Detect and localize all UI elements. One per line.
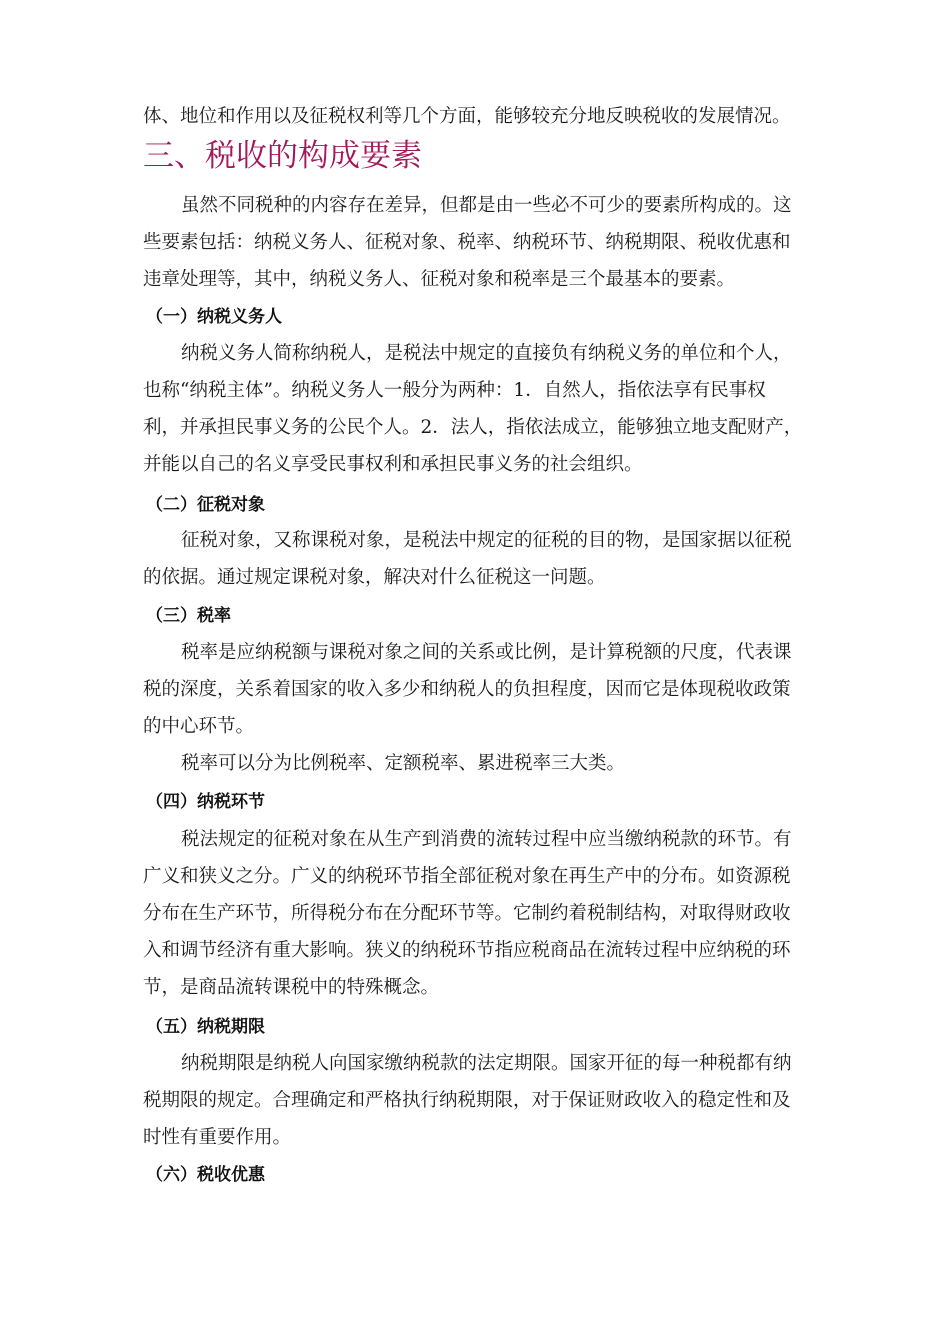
paragraph-line: 入和调节经济有重大影响。狭义的纳税环节指应税商品在流转过程中应纳税的环 (143, 940, 791, 961)
section-heading: 三、税收的构成要素 (143, 138, 422, 174)
paragraph-line: 纳税期限是纳税人向国家缴纳税款的法定期限。国家开征的每一种税都有纳 (181, 1053, 792, 1074)
paragraph-line: 的依据。通过规定课税对象，解决对什么征税这一问题。 (143, 567, 606, 588)
paragraph-line: 税期限的规定。合理确定和严格执行纳税期限，对于保证财政收入的稳定性和及 (143, 1090, 791, 1111)
paragraph-line: 税率是应纳税额与课税对象之间的关系或比例，是计算税额的尺度，代表课 (181, 642, 792, 663)
paragraph-line: 税率可以分为比例税率、定额税率、累进税率三大类。 (181, 753, 626, 774)
paragraph-line: 并能以自己的名义享受民事权利和承担民事义务的社会组织。 (143, 454, 643, 475)
paragraph-line: 节，是商品流转课税中的特殊概念。 (143, 977, 440, 998)
paragraph-line: 征税对象，又称课税对象，是税法中规定的征税的目的物，是国家据以征税 (181, 530, 792, 551)
paragraph-line: 分布在生产环节，所得税分布在分配环节等。它制约着税制结构，对取得财政收 (143, 903, 791, 924)
paragraph-line: 利，并承担民事义务的公民个人。2．法人，指依法成立，能够独立地支配财产， (143, 417, 803, 438)
paragraph-line: 的中心环节。 (143, 716, 255, 737)
subsection-title-tax-stage: （四）纳税环节 (146, 792, 265, 812)
paragraph-line: 体、地位和作用以及征税权利等几个方面，能够较充分地反映税收的发展情况。 (143, 106, 791, 127)
subsection-title-tax-period: （五）纳税期限 (146, 1017, 265, 1037)
paragraph-line: 也称“纳税主体”。纳税义务人一般分为两种：1．自然人，指依法享有民事权 (143, 380, 766, 401)
subsection-title-taxpayer: （一）纳税义务人 (146, 307, 282, 327)
subsection-title-tax-incentives: （六）税收优惠 (146, 1165, 265, 1185)
paragraph-line: 虽然不同税种的内容存在差异，但都是由一些必不可少的要素所构成的。这 (181, 195, 792, 216)
paragraph-line: 纳税义务人简称纳税人，是税法中规定的直接负有纳税义务的单位和个人， (181, 343, 792, 364)
paragraph-line: 违章处理等，其中，纳税义务人、征税对象和税率是三个最基本的要素。 (143, 269, 736, 290)
paragraph-line: 税的深度，关系着国家的收入多少和纳税人的负担程度，因而它是体现税收政策 (143, 679, 791, 700)
paragraph-line: 广义和狭义之分。广义的纳税环节指全部征税对象在再生产中的分布。如资源税 (143, 866, 791, 887)
paragraph-line: 税法规定的征税对象在从生产到消费的流转过程中应当缴纳税款的环节。有 (181, 829, 792, 850)
subsection-title-tax-object: （二）征税对象 (146, 495, 265, 515)
paragraph-line: 时性有重要作用。 (143, 1127, 292, 1148)
paragraph-line: 些要素包括：纳税义务人、征税对象、税率、纳税环节、纳税期限、税收优惠和 (143, 232, 791, 253)
subsection-title-tax-rate: （三）税率 (146, 606, 231, 626)
